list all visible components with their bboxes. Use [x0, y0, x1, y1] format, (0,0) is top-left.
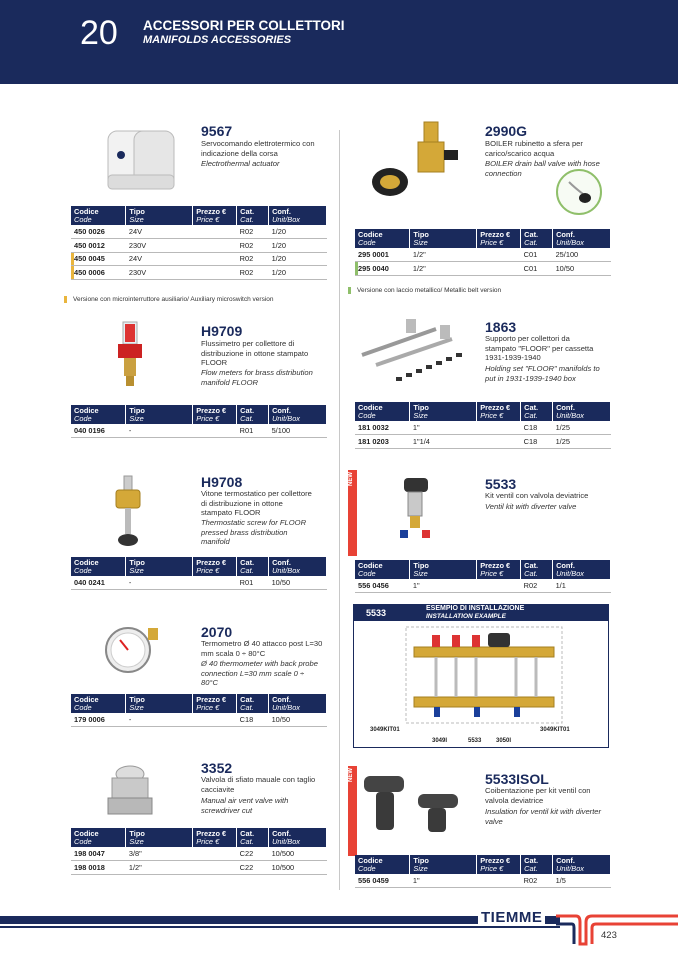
table-row: 295 0001 1/2" C01 25/100	[355, 248, 611, 262]
product-code: 3352	[201, 760, 233, 776]
col-header-cat: Cat. Cat.	[237, 828, 269, 847]
insulation-image	[360, 768, 468, 834]
actuator-image	[104, 125, 184, 195]
col-header-size: Tipo Size	[126, 557, 193, 576]
product-desc-en: Ø 40 thermometer with back probe connection L=30 mm scale 0 ÷ 80°C	[201, 659, 318, 688]
price-table-9567	[71, 206, 327, 280]
col-header-box: Conf. Unit/Box	[553, 560, 611, 579]
col-header-cat: Cat. Cat.	[237, 206, 269, 225]
product-desc-it: Termometro Ø 40 attacco post L=30 mm scala 0 ÷ 80°C	[201, 639, 323, 658]
product-desc-it: Valvola di sfiato mauale con taglio cacciavite	[201, 775, 316, 794]
thermostatic-screw-image	[108, 474, 148, 550]
col-header-code: Codice Code	[355, 560, 410, 579]
version-note: Versione con microinterruttore ausiliario/ Auxiliary microswitch version	[64, 296, 274, 303]
installation-header	[354, 605, 608, 621]
section-title: ACCESSORI PER COLLETTORI	[143, 18, 345, 33]
flow-meter-image	[110, 320, 150, 388]
col-header-price: Prezzo € Price €	[193, 557, 237, 576]
table-row: 181 0032 1" C18 1/25	[355, 421, 611, 435]
table-row: 450 0012 230V R02 1/20	[71, 239, 327, 253]
product-code: 2990G	[485, 123, 528, 139]
product-desc-en: Flow meters for brass distribution manifold FLOOR	[201, 368, 313, 387]
table-row: 040 0241 - R01 10/50	[71, 576, 327, 590]
col-header-code: Codice Code	[71, 557, 126, 576]
installation-title-it: ESEMPIO DI INSTALLAZIONE	[426, 605, 525, 612]
col-header-code: Codice Code	[355, 855, 410, 874]
col-header-code: Codice Code	[355, 402, 410, 421]
label-left-kit: 3049KIT01	[370, 727, 400, 733]
table-row: 556 0456 1" R02 1/1	[355, 579, 611, 593]
new-badge: NEW	[348, 766, 357, 856]
table-row: 450 0026 24V R02 1/20	[71, 225, 327, 239]
col-header-size: Tipo Size	[410, 402, 477, 421]
installation-code: 5533	[366, 608, 387, 618]
col-header-price: Prezzo € Price €	[193, 828, 237, 847]
column-divider	[339, 130, 340, 890]
col-header-box: Conf. Unit/Box	[553, 402, 611, 421]
product-desc-it: Flussimetro per collettore di distribuzione in ottone stampato FLOOR	[201, 339, 309, 368]
col-header-size: Tipo Size	[126, 405, 193, 424]
section-number: 20	[80, 14, 118, 52]
table-row: 181 0203 1"1/4 C18 1/25	[355, 435, 611, 449]
product-desc-it: Coibentazione per kit ventil con valvola deviatrice	[485, 786, 591, 805]
installation-example	[353, 604, 609, 748]
col-header-cat: Cat. Cat.	[521, 402, 553, 421]
col-header-code: Codice Code	[71, 694, 126, 713]
product-desc-it: Servocomando elettrotermico con indicazione della corsa	[201, 139, 315, 158]
product-desc-it: Vitone termostatico per collettore di distribuzione in ottone stampato FLOOR	[201, 489, 312, 518]
price-table-H9709	[71, 405, 327, 438]
air-vent-valve-image	[102, 760, 158, 820]
col-header-price: Prezzo € Price €	[193, 206, 237, 225]
footer-bar-thin	[0, 926, 560, 928]
version-note: Versione con laccio metallico/ Metallic belt version	[348, 287, 501, 294]
price-table-2990G	[355, 229, 611, 276]
product-desc-en: Thermostatic screw for FLOOR pressed brass distribution manifold	[201, 518, 307, 547]
col-header-box: Conf. Unit/Box	[269, 405, 327, 424]
col-header-code: Codice Code	[355, 229, 410, 248]
label-right-kit: 3049KIT01	[540, 727, 570, 733]
col-header-price: Prezzo € Price €	[477, 402, 521, 421]
col-header-size: Tipo Size	[410, 855, 477, 874]
product-code: 5533	[485, 476, 517, 492]
installation-title-en: INSTALLATION EXAMPLE	[426, 613, 506, 620]
product-code: 9567	[201, 123, 233, 139]
col-header-cat: Cat. Cat.	[237, 405, 269, 424]
footer-bar	[0, 916, 560, 924]
col-header-box: Conf. Unit/Box	[553, 229, 611, 248]
installation-diagram	[404, 625, 564, 725]
table-row: 198 0047 3/8" C22 10/500	[71, 847, 327, 861]
col-header-size: Tipo Size	[126, 206, 193, 225]
col-header-cat: Cat. Cat.	[521, 560, 553, 579]
product-desc-en: BOILER drain ball valve with hose connection	[485, 159, 600, 178]
thermometer-image	[104, 622, 160, 678]
col-header-size: Tipo Size	[126, 694, 193, 713]
col-header-price: Prezzo € Price €	[477, 855, 521, 874]
col-header-box: Conf. Unit/Box	[269, 206, 327, 225]
col-header-price: Prezzo € Price €	[193, 694, 237, 713]
col-header-box: Conf. Unit/Box	[269, 557, 327, 576]
table-row: 295 0040 1/2" C01 10/50	[355, 262, 611, 276]
col-header-cat: Cat. Cat.	[237, 557, 269, 576]
section-subtitle: MANIFOLDS ACCESSORIES	[143, 34, 292, 46]
product-code: 2070	[201, 624, 233, 640]
page-number: 423	[601, 930, 617, 941]
col-header-cat: Cat. Cat.	[237, 694, 269, 713]
brand-logo: TIEMME	[478, 909, 545, 926]
table-row: 040 0196 - R01 5/100	[71, 424, 327, 438]
label-3049I: 3049I	[432, 738, 448, 744]
footer-brand-swoosh	[556, 914, 678, 946]
col-header-price: Prezzo € Price €	[477, 560, 521, 579]
col-header-size: Tipo Size	[410, 560, 477, 579]
price-table-3352	[71, 828, 327, 875]
product-code: 5533ISOL	[485, 771, 549, 787]
col-header-size: Tipo Size	[126, 828, 193, 847]
table-row: 556 0459 1" R02 1/5	[355, 874, 611, 888]
price-table-1863	[355, 402, 611, 449]
price-table-H9708	[71, 557, 327, 590]
ventil-kit-image	[392, 474, 438, 540]
price-table-5533ISOL	[355, 855, 611, 888]
col-header-box: Conf. Unit/Box	[269, 828, 327, 847]
holding-set-image	[356, 315, 472, 397]
product-desc-it: Kit ventil con valvola deviatrice	[485, 491, 589, 500]
table-row: 179 0006 - C18 10/50	[71, 713, 327, 727]
table-row: 198 0018 1/2" C22 10/500	[71, 861, 327, 875]
col-header-size: Tipo Size	[410, 229, 477, 248]
col-header-code: Codice Code	[71, 405, 126, 424]
new-badge: NEW	[348, 470, 357, 556]
product-code: 1863	[485, 319, 517, 335]
product-code: H9708	[201, 474, 243, 490]
col-header-code: Codice Code	[71, 206, 126, 225]
col-header-box: Conf. Unit/Box	[553, 855, 611, 874]
price-table-5533	[355, 560, 611, 593]
product-desc-it: Supporto per collettori da stampato "FLOOR" per cassetta 1931-1939-1940	[485, 334, 594, 363]
col-header-price: Prezzo € Price €	[477, 229, 521, 248]
price-table-2070	[71, 694, 327, 727]
table-row: 450 0006 230V R02 1/20	[71, 266, 327, 280]
col-header-box: Conf. Unit/Box	[269, 694, 327, 713]
product-code: H9709	[201, 323, 243, 339]
product-desc-en: Electrothermal actuator	[201, 159, 280, 168]
product-desc-it: BOILER rubinetto a sfera per carico/scarico acqua	[485, 139, 583, 158]
page-header	[0, 0, 678, 84]
product-desc-en: Ventil kit with diverter valve	[485, 502, 577, 511]
drain-ball-valve-image	[368, 120, 460, 204]
col-header-cat: Cat. Cat.	[521, 855, 553, 874]
product-desc-en: Manual air vent valve with screwdriver cut	[201, 796, 289, 815]
col-header-code: Codice Code	[71, 828, 126, 847]
label-5533: 5533	[468, 738, 482, 744]
product-desc-en: Holding set "FLOOR" manifolds to put in 1931-1939-1940 box	[485, 364, 600, 383]
col-header-cat: Cat. Cat.	[521, 229, 553, 248]
product-desc-en: Insulation for ventil kit with diverter valve	[485, 807, 602, 826]
table-row: 450 0045 24V R02 1/20	[71, 252, 327, 266]
label-3050I: 3050I	[496, 738, 512, 744]
col-header-price: Prezzo € Price €	[193, 405, 237, 424]
